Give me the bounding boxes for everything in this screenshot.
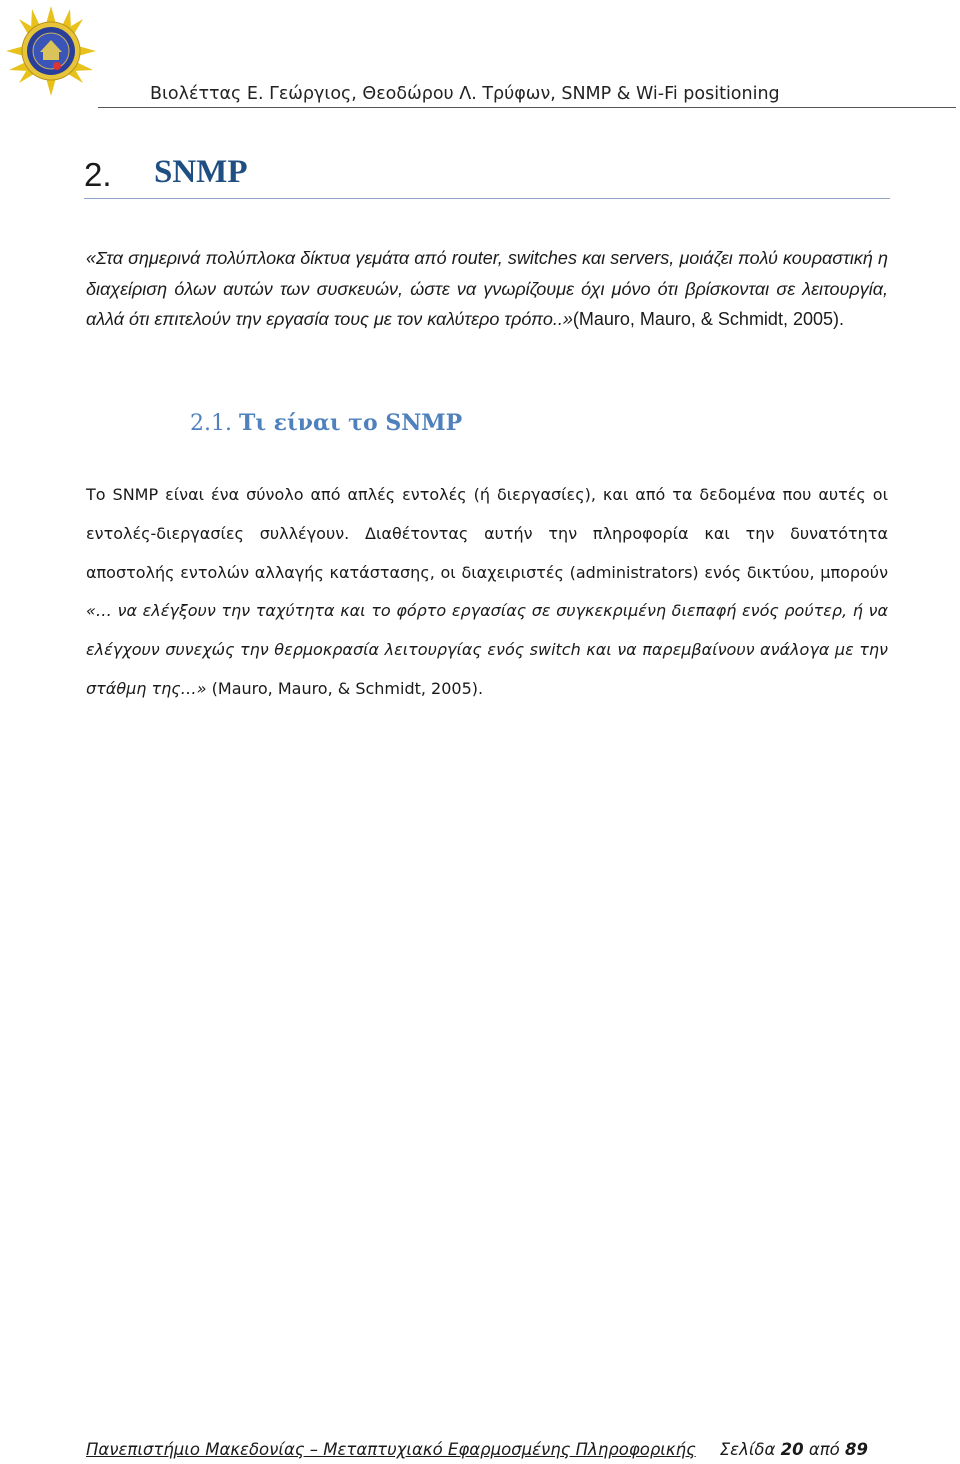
header-divider xyxy=(98,107,956,108)
paragraph-text: Το SNMP είναι ένα σύνολο από απλές εντολές (ή διεργασίες), και από τα δεδομένα που αυτές οι εντολές-διεργασίες συλλέγουν. Διαθέτοντας αυτήν την πληροφορία και την δυνατότητα αποστολής εντολών αλλαγής κατάστασης, οι διαχειριστές (administrators) ενός δικτύου, μπορούν xyxy=(86,485,888,582)
page-label: Σελίδα xyxy=(719,1440,781,1459)
chapter-number: 2. xyxy=(84,156,112,193)
running-header: Βιολέττας Ε. Γεώργιος, Θεοδώρου Λ. Τρύφων, SNMP & Wi-Fi positioning xyxy=(150,84,780,104)
quote-text: «Στα σημερινά πολύπλοκα δίκτυα γεμάτα από router, switches και servers, μοιάζει πολύ κουραστική η διαχείριση όλων αυτών των συσκευών, ώστε να γνωρίζουμε όχι μόνο ότι βρίσκονται σε λειτουργία, αλλά ότι επιτελούν την εργασία τους με τον καλύτερο τρόπο..» xyxy=(86,248,888,330)
paragraph-citation: (Mauro, Mauro, & Schmidt, 2005). xyxy=(206,678,484,698)
quote-citation: (Mauro, Mauro, & Schmidt, 2005). xyxy=(572,309,844,330)
body-paragraph xyxy=(86,476,888,709)
paragraph-quote: «… να ελέγξουν την ταχύτητα και το φόρτο εργασίας σε συγκεκριμένη διεπαφή ενός ρούτερ, ή να ελέγχουν συνεχώς την θερμοκρασία λειτουργίας ενός switch και να παρεμβαίνουν ανάλογα με την στάθμη της…» xyxy=(86,601,888,698)
intro-quote xyxy=(86,243,888,335)
university-seal-icon xyxy=(4,4,98,98)
page-number: 20 xyxy=(780,1440,804,1459)
footer-institution: Πανεπιστήμιο Μακεδονίας – Μεταπτυχιακό Εφαρμοσμένης Πληροφορικής xyxy=(86,1440,696,1459)
page-footer xyxy=(86,1440,868,1459)
section-number: 2.1. xyxy=(190,411,232,436)
section-heading xyxy=(190,410,462,436)
chapter-title: SNMP xyxy=(154,154,248,190)
chapter-heading xyxy=(84,152,890,199)
page-total: 89 xyxy=(845,1440,868,1459)
page-of-label: από xyxy=(803,1440,846,1459)
footer-page-info xyxy=(720,1440,868,1459)
section-title: Τι είναι το SNMP xyxy=(238,410,463,436)
